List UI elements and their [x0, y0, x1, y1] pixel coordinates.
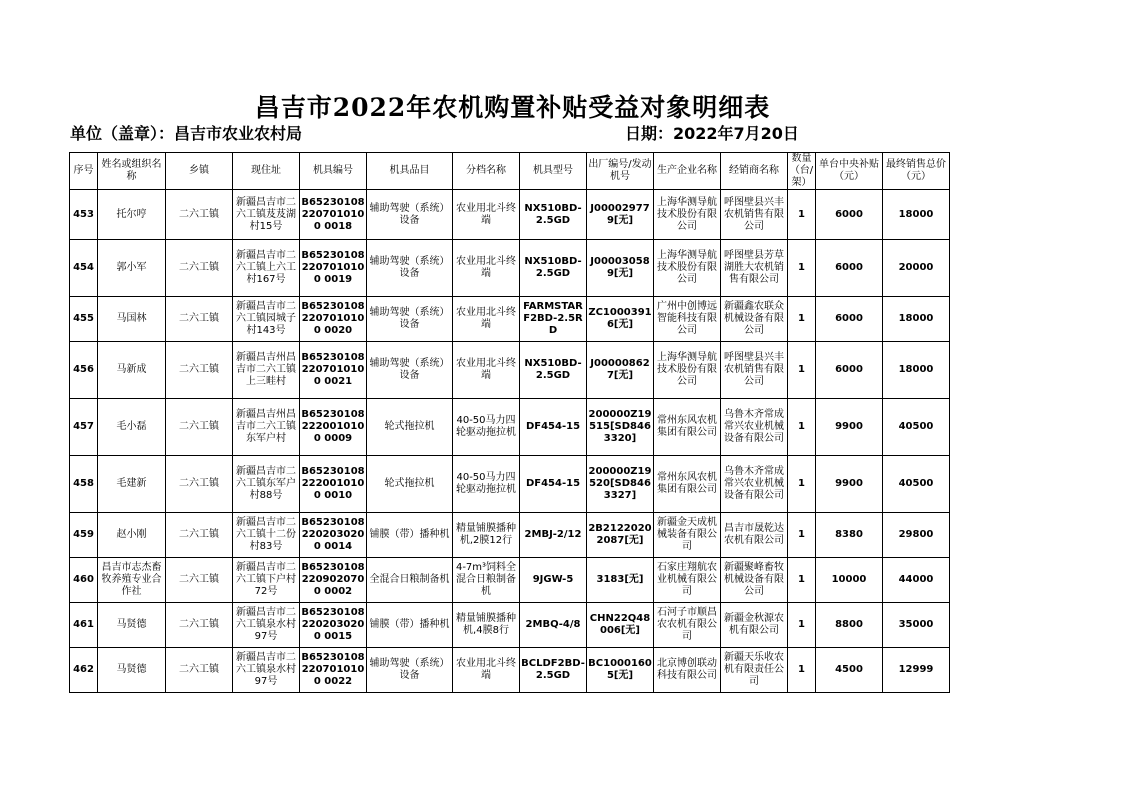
model-cell: NX510BD-2.5GD: [520, 240, 587, 297]
table-row: [70, 513, 950, 558]
serial-cell: J000030589[无]: [587, 240, 654, 297]
model-cell: NX510BD-2.5GD: [520, 190, 587, 240]
serial-cell: 2B21220202087[无]: [587, 513, 654, 558]
maker-cell: 石河子市顺昌农农机有限公司: [654, 603, 721, 648]
township-cell: 二六工镇: [166, 603, 233, 648]
unit-label: 单位（盖章）：昌吉市农业农村局: [70, 124, 303, 143]
category-cell: 辅助驾驶（系统）设备: [367, 240, 453, 297]
machine-id-cell: B652301082220010100 0010: [300, 456, 367, 513]
price-cell: 35000: [883, 603, 950, 648]
category-cell: 全混合日粮制备机: [367, 558, 453, 603]
address-cell: 新疆昌吉州昌吉市二六工镇上三畦村: [233, 342, 300, 399]
row-number: 457: [70, 399, 98, 456]
subsidy-cell: 9900: [816, 456, 883, 513]
col-header: 机具型号: [520, 153, 587, 190]
quantity-cell: 1: [788, 240, 816, 297]
table-row: [70, 603, 950, 648]
grade-cell: 40-50马力四轮驱动拖拉机: [453, 399, 520, 456]
row-number: 461: [70, 603, 98, 648]
grade-cell: 农业用北斗终端: [453, 240, 520, 297]
col-header: 乡镇: [166, 153, 233, 190]
quantity-cell: 1: [788, 456, 816, 513]
category-cell: 铺膜（带）播种机: [367, 603, 453, 648]
price-cell: 40500: [883, 456, 950, 513]
model-cell: FARMSTAR F2BD-2.5RD: [520, 297, 587, 342]
address-cell: 新疆昌吉市二六工镇泉水村97号: [233, 603, 300, 648]
maker-cell: 广州中创博远智能科技有限公司: [654, 297, 721, 342]
name-cell: 马国林: [98, 297, 166, 342]
table-row: [70, 190, 950, 240]
dealer-cell: 新疆鑫农联众机械设备有限公司: [721, 297, 788, 342]
name-cell: 马贤德: [98, 648, 166, 693]
grade-cell: 农业用北斗终端: [453, 297, 520, 342]
township-cell: 二六工镇: [166, 342, 233, 399]
table-row: [70, 399, 950, 456]
col-header: 分档名称: [453, 153, 520, 190]
maker-cell: 常州东风农机集团有限公司: [654, 456, 721, 513]
price-cell: 20000: [883, 240, 950, 297]
grade-cell: 精量铺膜播种机,2膜12行: [453, 513, 520, 558]
category-cell: 辅助驾驶（系统）设备: [367, 342, 453, 399]
col-header: 姓名或组织名称: [98, 153, 166, 190]
price-cell: 44000: [883, 558, 950, 603]
township-cell: 二六工镇: [166, 190, 233, 240]
maker-cell: 上海华测导航技术股份有限公司: [654, 342, 721, 399]
category-cell: 轮式拖拉机: [367, 399, 453, 456]
col-header: 经销商名称: [721, 153, 788, 190]
machine-id-cell: B652301082220010100 0009: [300, 399, 367, 456]
dealer-cell: 呼图壁县兴丰农机销售有限公司: [721, 190, 788, 240]
quantity-cell: 1: [788, 342, 816, 399]
grade-cell: 精量铺膜播种机,4膜8行: [453, 603, 520, 648]
township-cell: 二六工镇: [166, 648, 233, 693]
dealer-cell: 呼图壁县兴丰农机销售有限公司: [721, 342, 788, 399]
grade-cell: 农业用北斗终端: [453, 342, 520, 399]
col-header: 单台中央补贴（元）: [816, 153, 883, 190]
dealer-cell: 新疆天乐收农机有限责任公司: [721, 648, 788, 693]
category-cell: 铺膜（带）播种机: [367, 513, 453, 558]
serial-cell: ZC10003916[无]: [587, 297, 654, 342]
row-number: 456: [70, 342, 98, 399]
serial-cell: 200000Z19515[SD8463320]: [587, 399, 654, 456]
quantity-cell: 1: [788, 648, 816, 693]
township-cell: 二六工镇: [166, 513, 233, 558]
subsidy-table: [69, 152, 950, 693]
price-cell: 18000: [883, 190, 950, 240]
row-number: 455: [70, 297, 98, 342]
price-cell: 40500: [883, 399, 950, 456]
price-cell: 18000: [883, 342, 950, 399]
dealer-cell: 新疆金秋源农机有限公司: [721, 603, 788, 648]
model-cell: DF454-15: [520, 456, 587, 513]
maker-cell: 石家庄翔航农业机械有限公司: [654, 558, 721, 603]
row-number: 460: [70, 558, 98, 603]
col-header: 数量（台/架）: [788, 153, 816, 190]
grade-cell: 40-50马力四轮驱动拖拉机: [453, 456, 520, 513]
category-cell: 辅助驾驶（系统）设备: [367, 648, 453, 693]
model-cell: 2MBQ-4/8: [520, 603, 587, 648]
name-cell: 马新成: [98, 342, 166, 399]
model-cell: DF454-15: [520, 399, 587, 456]
dealer-cell: 新疆聚峰畜牧机械设备有限公司: [721, 558, 788, 603]
machine-id-cell: B652301082207010100 0020: [300, 297, 367, 342]
row-number: 458: [70, 456, 98, 513]
maker-cell: 北京博创联动科技有限公司: [654, 648, 721, 693]
serial-cell: J000029779[无]: [587, 190, 654, 240]
machine-id-cell: B652301082207010100 0021: [300, 342, 367, 399]
quantity-cell: 1: [788, 558, 816, 603]
machine-id-cell: B652301082207010100 0022: [300, 648, 367, 693]
row-number: 454: [70, 240, 98, 297]
quantity-cell: 1: [788, 190, 816, 240]
model-cell: NX510BD-2.5GD: [520, 342, 587, 399]
subsidy-cell: 6000: [816, 190, 883, 240]
machine-id-cell: B652301082207010100 0019: [300, 240, 367, 297]
table-header-row: [70, 153, 950, 190]
address-cell: 新疆昌吉市二六工镇泉水村97号: [233, 648, 300, 693]
name-cell: 毛建新: [98, 456, 166, 513]
dealer-cell: 昌吉市晟乾达农机有限公司: [721, 513, 788, 558]
address-cell: 新疆昌吉市二六工镇园城子村143号: [233, 297, 300, 342]
address-cell: 新疆昌吉市二六工镇上六工村167号: [233, 240, 300, 297]
maker-cell: 新疆金天成机械装备有限公司: [654, 513, 721, 558]
grade-cell: 农业用北斗终端: [453, 190, 520, 240]
township-cell: 二六工镇: [166, 297, 233, 342]
quantity-cell: 1: [788, 399, 816, 456]
serial-cell: 3183[无]: [587, 558, 654, 603]
machine-id-cell: B652301082202030200 0014: [300, 513, 367, 558]
table-row: [70, 342, 950, 399]
category-cell: 轮式拖拉机: [367, 456, 453, 513]
grade-cell: 农业用北斗终端: [453, 648, 520, 693]
serial-cell: J000008627[无]: [587, 342, 654, 399]
subsidy-cell: 4500: [816, 648, 883, 693]
date-label: 日期：2022年7月20日: [625, 124, 799, 143]
table-row: [70, 240, 950, 297]
col-header: 最终销售总价（元）: [883, 153, 950, 190]
subsidy-cell: 10000: [816, 558, 883, 603]
subsidy-cell: 6000: [816, 342, 883, 399]
dealer-cell: 乌鲁木齐常成常兴农业机械设备有限公司: [721, 456, 788, 513]
name-cell: 赵小刚: [98, 513, 166, 558]
col-header: 序号: [70, 153, 98, 190]
subsidy-cell: 9900: [816, 399, 883, 456]
address-cell: 新疆昌吉市二六工镇芨芨湖村15号: [233, 190, 300, 240]
subsidy-cell: 8800: [816, 603, 883, 648]
quantity-cell: 1: [788, 513, 816, 558]
dealer-cell: 乌鲁木齐常成常兴农业机械设备有限公司: [721, 399, 788, 456]
maker-cell: 常州东风农机集团有限公司: [654, 399, 721, 456]
col-header: 生产企业名称: [654, 153, 721, 190]
category-cell: 辅助驾驶（系统）设备: [367, 190, 453, 240]
address-cell: 新疆昌吉市二六工镇十二份村83号: [233, 513, 300, 558]
name-cell: 昌吉市志杰畜牧养殖专业合作社: [98, 558, 166, 603]
township-cell: 二六工镇: [166, 399, 233, 456]
table-row: [70, 456, 950, 513]
dealer-cell: 呼图壁县芳草湖胜大农机销售有限公司: [721, 240, 788, 297]
quantity-cell: 1: [788, 297, 816, 342]
name-cell: 毛小磊: [98, 399, 166, 456]
name-cell: 托尔哼: [98, 190, 166, 240]
quantity-cell: 1: [788, 603, 816, 648]
price-cell: 18000: [883, 297, 950, 342]
model-cell: 2MBJ-2/12: [520, 513, 587, 558]
col-header: 现住址: [233, 153, 300, 190]
maker-cell: 上海华测导航技术股份有限公司: [654, 190, 721, 240]
col-header: 机具品目: [367, 153, 453, 190]
table-row: [70, 558, 950, 603]
address-cell: 新疆昌吉市二六工镇下户村72号: [233, 558, 300, 603]
address-cell: 新疆昌吉市二六工镇东军户村88号: [233, 456, 300, 513]
address-cell: 新疆昌吉州昌吉市二六工镇东军户村: [233, 399, 300, 456]
township-cell: 二六工镇: [166, 456, 233, 513]
model-cell: 9JGW-5: [520, 558, 587, 603]
serial-cell: BC10001605[无]: [587, 648, 654, 693]
name-cell: 马贤德: [98, 603, 166, 648]
township-cell: 二六工镇: [166, 240, 233, 297]
category-cell: 辅助驾驶（系统）设备: [367, 297, 453, 342]
table-row: [70, 648, 950, 693]
maker-cell: 上海华测导航技术股份有限公司: [654, 240, 721, 297]
subsidy-cell: 6000: [816, 240, 883, 297]
price-cell: 12999: [883, 648, 950, 693]
township-cell: 二六工镇: [166, 558, 233, 603]
row-number: 453: [70, 190, 98, 240]
name-cell: 郭小军: [98, 240, 166, 297]
serial-cell: CHN22Q48006[无]: [587, 603, 654, 648]
machine-id-cell: B652301082202030200 0015: [300, 603, 367, 648]
machine-id-cell: B652301082209020700 0002: [300, 558, 367, 603]
col-header: 机具编号: [300, 153, 367, 190]
row-number: 459: [70, 513, 98, 558]
serial-cell: 200000Z19520[SD8463327]: [587, 456, 654, 513]
subsidy-cell: 8380: [816, 513, 883, 558]
price-cell: 29800: [883, 513, 950, 558]
model-cell: BCLDF2BD-2.5GD: [520, 648, 587, 693]
machine-id-cell: B652301082207010100 0018: [300, 190, 367, 240]
table-row: [70, 297, 950, 342]
col-header: 出厂编号/发动机号: [587, 153, 654, 190]
grade-cell: 4-7m³饲料全混合日粮制备机: [453, 558, 520, 603]
subsidy-cell: 6000: [816, 297, 883, 342]
page-title: 昌吉市2022年农机购置补贴受益对象明细表: [254, 93, 771, 122]
row-number: 462: [70, 648, 98, 693]
